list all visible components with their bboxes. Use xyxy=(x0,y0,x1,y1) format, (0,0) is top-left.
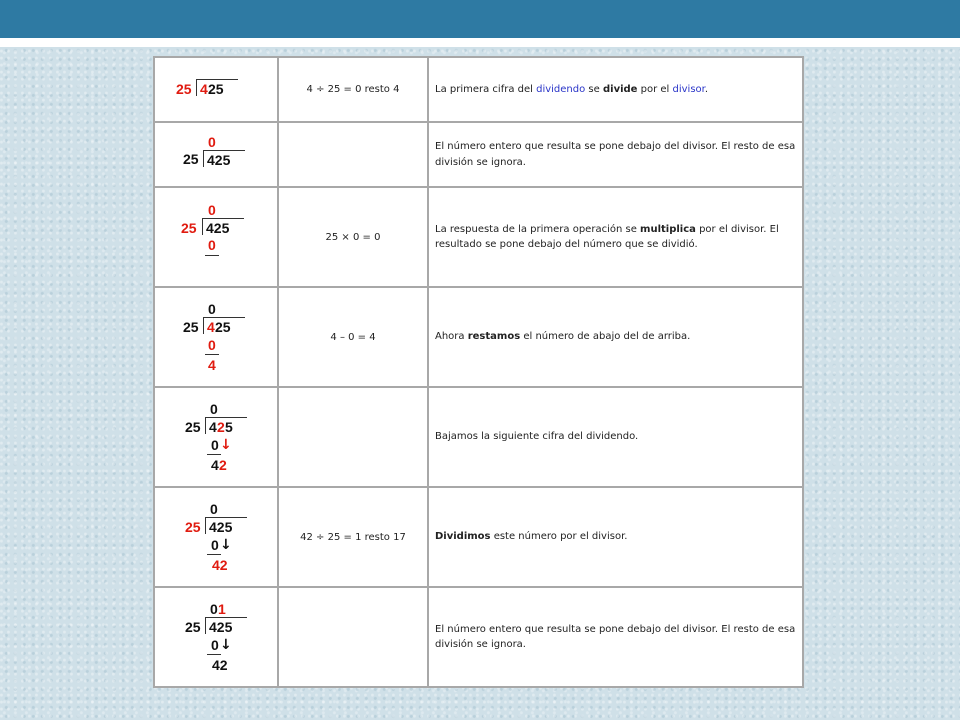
dividend-first-digit: 4 xyxy=(207,319,215,335)
step-3-diagram xyxy=(154,187,278,287)
header-divider xyxy=(0,38,960,47)
dividend-rest-digits: 25 xyxy=(215,319,231,335)
down-arrow-icon: ↓ xyxy=(220,637,232,653)
step-6-diagram xyxy=(154,487,278,587)
division-bar-vertical xyxy=(203,150,204,167)
division-bar-horizontal xyxy=(205,617,247,618)
division-bar-vertical xyxy=(203,317,204,334)
subtraction-line xyxy=(205,354,219,355)
division-bar-horizontal xyxy=(205,417,247,418)
quotient-first-digit: 0 xyxy=(208,202,216,218)
quotient-first-digit: 0 xyxy=(208,301,216,317)
description-text: La primera cifra del xyxy=(435,83,537,95)
quotient-first-digit: 0 xyxy=(210,501,218,517)
divisor: 25 xyxy=(183,151,199,167)
description-text: Ahora xyxy=(435,331,468,343)
division-bar-vertical xyxy=(205,417,206,434)
dividend: 425 xyxy=(206,220,230,236)
division-bar-vertical xyxy=(202,218,203,235)
step-1-diagram xyxy=(154,57,278,122)
term-link-text: divisor xyxy=(672,83,705,95)
step-row-1 xyxy=(154,57,803,122)
subtraction-line xyxy=(205,255,219,256)
brought-down-digit: 2 xyxy=(219,457,227,473)
emphasis-text: multiplica xyxy=(640,223,696,235)
product: 0 xyxy=(208,337,216,353)
product: 0 xyxy=(211,437,219,453)
step-4-description xyxy=(428,287,803,387)
product: 0 xyxy=(208,237,216,253)
description-text: La respuesta de la primera operación se xyxy=(435,223,641,235)
divisor: 25 xyxy=(176,81,192,97)
step-3-operation: 25 × 0 = 0 xyxy=(278,187,428,287)
step-6-operation: 42 ÷ 25 = 1 resto 17 xyxy=(278,487,428,587)
description-text: El número entero que resulta se pone debajo del divisor. El resto de esa división se ignora. xyxy=(435,623,796,650)
divisor: 25 xyxy=(185,619,201,635)
step-1-operation: 4 ÷ 25 = 0 resto 4 xyxy=(278,57,428,122)
division-bar-horizontal xyxy=(203,150,245,151)
down-arrow-icon: ↓ xyxy=(220,537,232,553)
description-text: se xyxy=(585,83,603,95)
step-6-description xyxy=(428,487,803,587)
step-row-5 xyxy=(154,387,803,487)
division-bar-horizontal xyxy=(205,517,247,518)
divisor: 25 xyxy=(185,419,201,435)
division-bar-vertical xyxy=(196,79,197,96)
description-text: este número por el divisor. xyxy=(490,531,628,543)
term-link-text: dividendo xyxy=(536,83,586,95)
quotient-first-digit: 0 xyxy=(210,601,218,617)
description-text: Bajamos la siguiente cifra del dividendo. xyxy=(435,431,639,443)
subtraction-line xyxy=(207,454,221,455)
step-row-7 xyxy=(154,587,803,687)
description-text: por el xyxy=(637,83,673,95)
dividend: 425 xyxy=(207,152,231,168)
step-5-diagram xyxy=(154,387,278,487)
step-4-diagram xyxy=(154,287,278,387)
dividend: 425 xyxy=(209,519,233,535)
step-7-operation xyxy=(278,587,428,687)
emphasis-text: Dividimos xyxy=(435,531,491,543)
step-row-3 xyxy=(154,187,803,287)
division-steps-table xyxy=(153,56,804,688)
description-text: el número de abajo del de arriba. xyxy=(520,331,691,343)
subtraction-line xyxy=(207,554,221,555)
description-text: por el divisor. El resultado se pone debajo del número que se dividió. xyxy=(435,223,779,250)
step-2-diagram xyxy=(154,122,278,187)
step-4-operation: 4 – 0 = 4 xyxy=(278,287,428,387)
emphasis-text: restamos xyxy=(467,331,521,343)
division-bar-horizontal xyxy=(202,218,244,219)
step-row-6 xyxy=(154,487,803,587)
step-5-description xyxy=(428,387,803,487)
quotient-first-digit: 0 xyxy=(210,401,218,417)
product: 0 xyxy=(211,537,219,553)
division-bar-horizontal xyxy=(203,317,245,318)
step-2-operation xyxy=(278,122,428,187)
step-row-4 xyxy=(154,287,803,387)
division-bar-vertical xyxy=(205,617,206,634)
step-1-description xyxy=(428,57,803,122)
step-2-description xyxy=(428,122,803,187)
remainder: 4 xyxy=(208,357,216,373)
product: 0 xyxy=(211,637,219,653)
step-row-2 xyxy=(154,122,803,187)
divisor: 25 xyxy=(183,319,199,335)
emphasis-text: divide xyxy=(602,83,638,95)
dividend-first-digit: 4 xyxy=(200,81,208,97)
step-7-diagram xyxy=(154,587,278,687)
quotient-first-digit: 0 xyxy=(208,134,216,150)
divisor: 25 xyxy=(181,220,197,236)
divisor: 25 xyxy=(185,519,201,535)
step-7-description xyxy=(428,587,803,687)
quotient-second-digit: 1 xyxy=(218,601,226,617)
header-bar xyxy=(0,0,960,38)
down-arrow-icon: ↓ xyxy=(220,437,232,453)
subtraction-line xyxy=(207,654,221,655)
step-5-operation xyxy=(278,387,428,487)
brought-first-digit: 4 xyxy=(211,457,219,473)
dividend-second-digit: 2 xyxy=(217,419,225,435)
description-text: . xyxy=(704,83,709,95)
dividend-last-digit: 5 xyxy=(225,419,233,435)
division-bar-vertical xyxy=(205,517,206,534)
division-bar-horizontal xyxy=(196,79,238,80)
step-3-description xyxy=(428,187,803,287)
brought-down-number: 42 xyxy=(212,657,228,673)
dividend-rest-digits: 25 xyxy=(208,81,224,97)
brought-down-number: 42 xyxy=(212,557,228,573)
description-text: El número entero que resulta se pone debajo del divisor. El resto de esa división se ignora. xyxy=(435,141,796,168)
dividend-first-digit: 4 xyxy=(209,419,217,435)
dividend: 425 xyxy=(209,619,233,635)
